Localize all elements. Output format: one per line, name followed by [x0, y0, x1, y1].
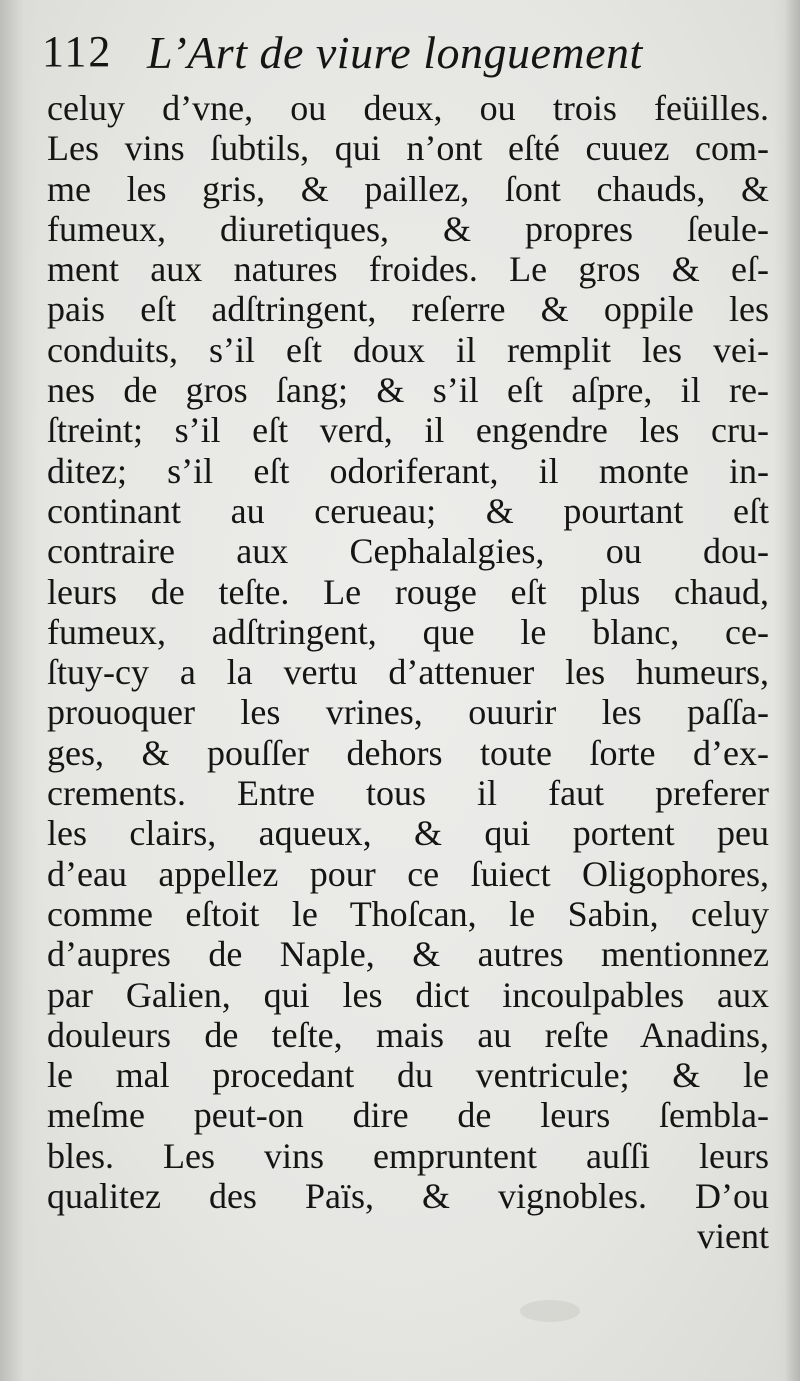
text-line: fumeux, diuretiques, & propres ſeule- — [47, 208, 769, 249]
text-line: continant au cerueau; & pourtant eſt — [47, 490, 769, 531]
body-text — [47, 88, 769, 1257]
text-line: bles. Les vins empruntent auſſi leurs — [47, 1135, 769, 1176]
text-line: douleurs de teſte, mais au reſte Anadins, — [47, 1014, 769, 1055]
page-header — [42, 20, 762, 90]
text-line: celuy d’vne, ou deux, ou trois feüilles. — [47, 88, 769, 128]
text-line: contraire aux Cephalalgies, ou dou- — [47, 531, 769, 572]
text-line: Les vins ſubtils, qui n’ont eſté cuuez com- — [47, 128, 769, 169]
text-line: comme eſtoit le Thoſcan, le Sabin, celuy — [47, 893, 769, 934]
text-line: d’aupres de Naple, & autres mentionnez — [47, 934, 769, 975]
page-number: 112 — [42, 27, 113, 76]
text-line: par Galien, qui les dict incoulpables aux — [47, 974, 769, 1015]
text-line: le mal procedant du ventricule; & le — [47, 1055, 769, 1096]
text-line: conduits, s’il eſt doux il remplit les vei- — [47, 329, 769, 370]
text-line: ditez; s’il eſt odoriferant, il monte in- — [47, 450, 769, 491]
text-line: pais eſt adſtringent, reſerre & oppile les — [47, 289, 769, 330]
text-line: ges, & pouſſer dehors toute ſorte d’ex- — [47, 732, 769, 773]
running-title: L’Art de viure longuement — [147, 27, 643, 78]
text-line: me les gris, & paillez, ſont chauds, & — [47, 168, 769, 209]
text-line: ſtreint; s’il eſt verd, il engendre les cru- — [47, 410, 769, 451]
text-line: prouoquer les vrines, ouurir les paſſa- — [47, 692, 769, 733]
text-line: ment aux natures froides. Le gros & eſ- — [47, 249, 769, 290]
text-line: les clairs, aqueux, & qui portent peu — [47, 813, 769, 854]
text-line: nes de gros ſang; & s’il eſt aſpre, il re- — [47, 370, 769, 411]
catchword: vient — [697, 1216, 769, 1257]
paper-stain — [520, 1300, 580, 1322]
text-line: crements. Entre tous il faut preferer — [47, 773, 769, 814]
text-line: fumeux, adſtringent, que le blanc, ce- — [47, 611, 769, 652]
page-left-edge-shadow — [0, 0, 40, 1381]
text-line: qualitez des Païs, & vignobles. D’ou — [47, 1176, 769, 1217]
text-line: leurs de teſte. Le rouge eſt plus chaud, — [47, 571, 769, 612]
text-line: d’eau appellez pour ce ſuiect Oligophores, — [47, 853, 769, 894]
text-line: meſme peut-on dire de leurs ſembla- — [47, 1095, 769, 1136]
page-right-edge-shadow — [774, 0, 800, 1381]
text-line: ſtuy-cy a la vertu d’attenuer les humeurs, — [47, 652, 769, 693]
